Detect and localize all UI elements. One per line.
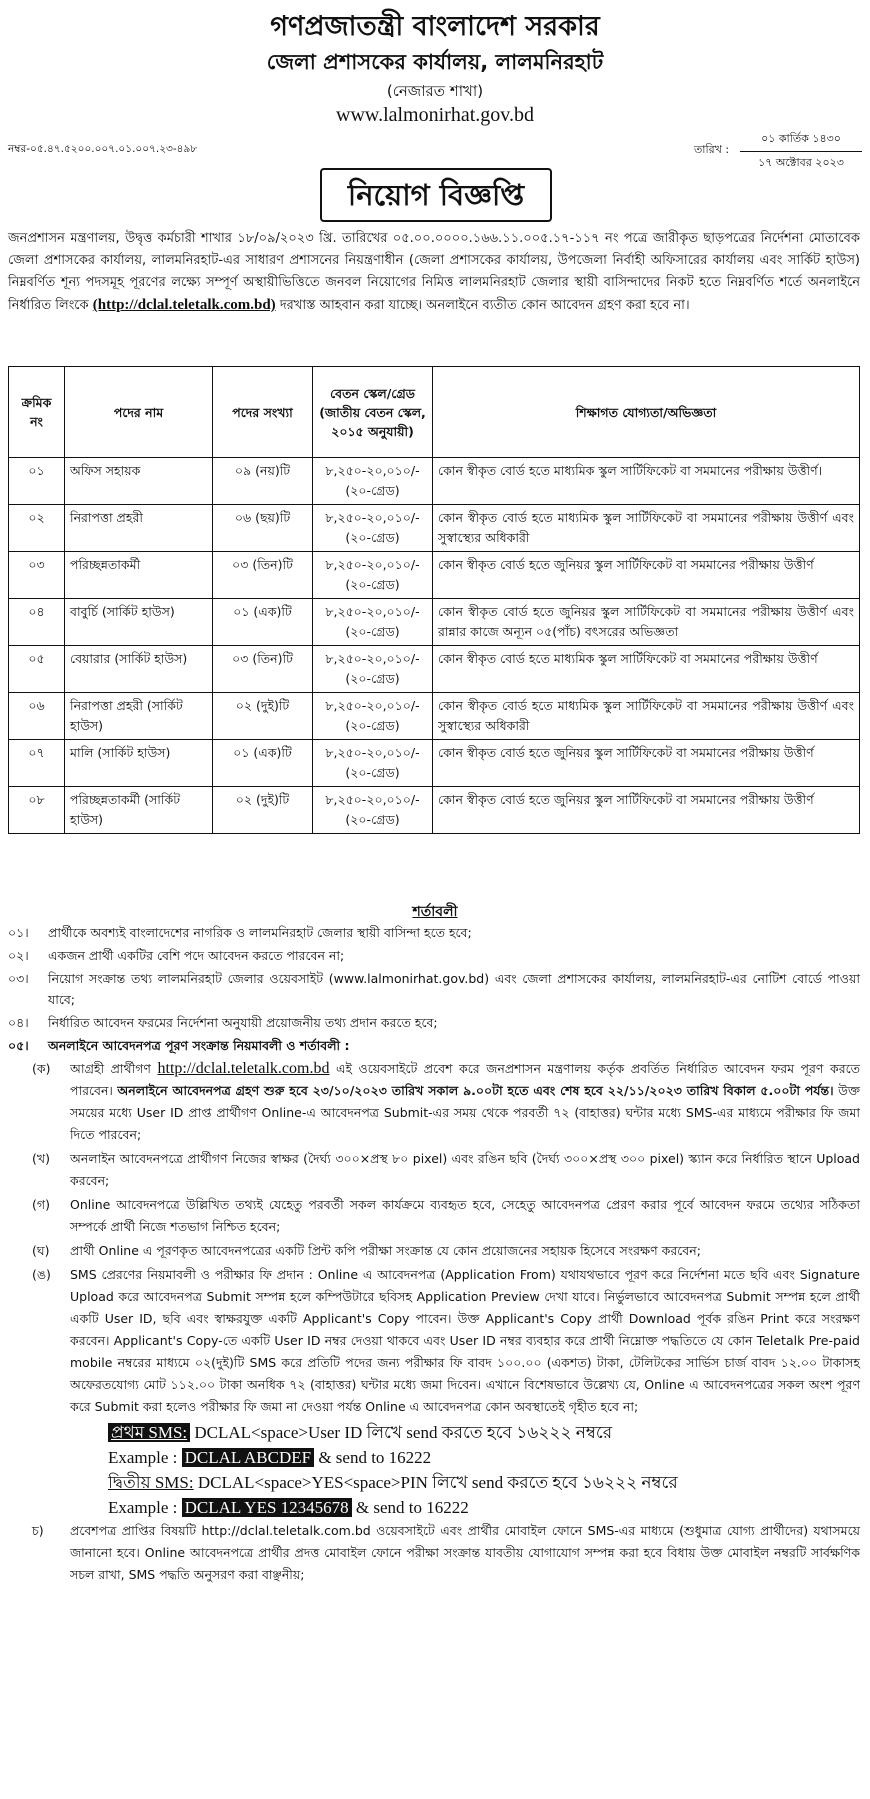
cell-count: ০৩ (তিন)টি: [213, 552, 313, 599]
conditions-list: [8, 922, 860, 1588]
second-example-tail: & send to 16222: [355, 1498, 469, 1517]
cell-post: বাবুর্চি (সার্কিট হাউস): [65, 599, 213, 646]
cell-serial: ০২: [9, 505, 65, 552]
first-example-line: [108, 1445, 860, 1470]
cell-scale: ৮,২৫০-২০,০১০/- (২০-গ্রেড): [313, 787, 433, 834]
item-number: ০৩।: [8, 971, 29, 986]
cell-count: ০১ (এক)টি: [213, 599, 313, 646]
cell-serial: ০৫: [9, 646, 65, 693]
cell-count: ০৬ (ছয়)টি: [213, 505, 313, 552]
cell-post: পরিচ্ছন্নতাকর্মী (সার্কিট হাউস): [65, 787, 213, 834]
cell-scale: ৮,২৫০-২০,০১০/- (২০-গ্রেড): [313, 646, 433, 693]
item-text: নিয়োগ সংক্রান্ত তথ্য লালমনিরহাট জেলার ওয়েবসাইট (www.lalmonirhat.gov.bd) এবং জেলা প্রশাসকের কার্যালয়, লালমনিরহাট-এর নোটিশ বোর্ডে পাওয়া যাবে;: [48, 971, 860, 1007]
sub-text: অনলাইন আবেদনপত্রে প্রার্থীগণ নিজের স্বাক্ষর (দৈর্ঘ্য ৩০০×প্রস্থ ৮০ pixel) এবং রঙিন ছবি (দৈর্ঘ্য ৩০০×প্রস্থ ৩০০ pixel) স্ক্যান করে নির্ধারিত স্থানে Upload করবেন;: [70, 1151, 860, 1188]
sub-item-ga: [8, 1194, 860, 1238]
cell-qualification: কোন স্বীকৃত বোর্ড হতে জুনিয়র স্কুল সার্টিফিকেট বা সমমানের পরীক্ষায় উত্তীর্ণ: [433, 740, 860, 787]
sub-text: প্রবেশপত্র প্রাপ্তির বিষয়টি http://dclal.teletalk.com.bd ওয়েবসাইটে এবং প্রার্থীর মোবাইল ফোনে SMS-এর মাধ্যমে (শুধুমাত্র যোগ্য প্রার্থীদের) যথাসময়ে জানানো হবে। Online আবেদনপত্রে প্রার্থীর প্রদত্ত মোবাইল ফোনে পরীক্ষা সংক্রান্ত যাবতীয় যোগাযোগ সম্পন্ন করা হবে বিধায় উক্ত মোবাইল নম্বরটি সার্বক্ষণিক সচল রাখা, SMS পদ্ধতি অনুসরণ করা বাঞ্ছনীয়;: [70, 1523, 860, 1582]
first-example-code: DCLAL ABCDEF: [182, 1448, 314, 1467]
second-sms-line: [108, 1470, 860, 1495]
table-row: [9, 599, 860, 646]
sub-text: Online আবেদনপত্রে উল্লিখিত তথ্যই যেহেতু পরবর্তী সকল কার্যক্রমে ব্যবহৃত হবে, সেহেতু আবেদনপত্র প্রেরণ করার পূর্বে আবেদন ফরমে তথ্যের সঠিকতা সম্পর্কে প্রার্থী নিজে শতভাগ নিশ্চিত হবেন;: [70, 1197, 860, 1234]
second-example-line: [108, 1495, 860, 1520]
col-qualification: শিক্ষাগত যোগ্যতা/অভিজ্ঞতা: [433, 367, 860, 458]
sub-text: এই ওয়েবসাইটে প্রবেশ করে জনপ্রশাসন মন্ত্রণালয় কর্তৃক প্রবর্তিত নির্ধারিত আবেদন ফরম পূরণ করতে পারবেন।: [70, 1061, 860, 1098]
cell-serial: ০৮: [9, 787, 65, 834]
col-serial: ক্রমিক নং: [9, 367, 65, 458]
cell-count: ০২ (দুই)টি: [213, 693, 313, 740]
date-bangla: ০১ কার্তিক ১৪৩০: [740, 128, 862, 152]
government-name: গণপ্রজাতন্ত্রী বাংলাদেশ সরকার: [270, 11, 600, 42]
sub-item-number: (ঘ): [32, 1243, 50, 1258]
cell-scale: ৮,২৫০-২০,০১০/- (২০-গ্রেড): [313, 458, 433, 505]
sub-item-number: (খ): [32, 1151, 50, 1166]
item-text: একজন প্রার্থী একটির বেশি পদে আবেদন করতে পারবেন না;: [48, 948, 345, 963]
sub-item-number: চ): [32, 1523, 44, 1538]
deadline-text: অনলাইনে আবেদনপত্র গ্রহণ শুরু হবে ২৩/১০/২০২৩ তারিখ সকাল ৯.০০টা হতে এবং শেষ হবে ২২/১১/২০২৩ তারিখ বিকাল ৫.০০টা পর্যন্ত।: [117, 1083, 834, 1098]
first-sms-text: DCLAL<space>User ID লিখে send করতে হবে ১৬২২২ নম্বরে: [194, 1423, 613, 1442]
cell-serial: ০৪: [9, 599, 65, 646]
item-text: অনলাইনে আবেদনপত্র পূরণ সংক্রান্ত নিয়মাবলী ও শর্তাবলী :: [48, 1038, 350, 1053]
table-row: [9, 646, 860, 693]
cell-serial: ০৬: [9, 693, 65, 740]
conditions-title: শর্তাবলী: [412, 904, 458, 920]
table-row: [9, 505, 860, 552]
table-row: [9, 693, 860, 740]
first-example-tail: & send to 16222: [318, 1448, 432, 1467]
list-item: [8, 968, 860, 1010]
table-row: [9, 552, 860, 599]
first-sms-label: প্রথম SMS:: [108, 1423, 190, 1442]
cell-qualification: কোন স্বীকৃত বোর্ড হতে মাধ্যমিক স্কুল সার্টিফিকেট বা সমমানের পরীক্ষায় উত্তীর্ণ: [433, 646, 860, 693]
col-count: পদের সংখ্যা: [213, 367, 313, 458]
cell-qualification: কোন স্বীকৃত বোর্ড হতে জুনিয়র স্কুল সার্টিফিকেট বা সমমানের পরীক্ষায় উত্তীর্ণ: [433, 787, 860, 834]
item-number: ০২।: [8, 948, 29, 963]
table-row: [9, 458, 860, 505]
item-text: নির্ধারিত আবেদন ফরমের নির্দেশনা অনুযায়ী প্রয়োজনীয় তথ্য প্রদান করতে হবে;: [48, 1015, 438, 1030]
sub-item-kha: [8, 1148, 860, 1192]
sub-item-umo: [8, 1264, 860, 1418]
item-number: ০৫।: [8, 1038, 29, 1053]
list-item: [8, 1035, 860, 1056]
sub-item-number: (ঙ): [32, 1267, 51, 1282]
cell-serial: ০১: [9, 458, 65, 505]
example-label: Example :: [108, 1448, 178, 1467]
office-name: জেলা প্রশাসকের কার্যালয়, লালমনিরহাট: [266, 50, 604, 74]
date-english: ১৭ অক্টোবর ২০২৩: [758, 156, 844, 169]
cell-qualification: কোন স্বীকৃত বোর্ড হতে জুনিয়র স্কুল সার্টিফিকেট বা সমমানের পরীক্ষায় উত্তীর্ণ: [433, 552, 860, 599]
cell-count: ০৯ (নয়)টি: [213, 458, 313, 505]
cell-scale: ৮,২৫০-২০,০১০/- (২০-গ্রেড): [313, 740, 433, 787]
second-example-code: DCLAL YES 12345678: [182, 1498, 352, 1517]
cell-post: নিরাপত্তা প্রহরী: [65, 505, 213, 552]
cell-post: বেয়ারার (সার্কিট হাউস): [65, 646, 213, 693]
intro-text: জনপ্রশাসন মন্ত্রণালয়, উদ্বৃত্ত কর্মচারী শাখার ১৮/০৯/২০২৩ খ্রি. তারিখের ০৫.০০.০০০০.১৬৬.১১.০০৫.১৭-১১৭ নং পত্রে জারীকৃত ছাড়পত্রের নির্দেশনা মোতাবেক জেলা প্রশাসকের কার্যালয়, লালমনিরহাট-এর সাধারণ প্রশাসনের নিয়ন্ত্রণাধীন (জেলা প্রশাসকের কার্যালয়, উপজেলা নির্বাহী অফিসারের কার্যালয় এবং সার্কিট হাউস) নিম্নবর্ণিত শূন্য পদসমূহ পূরণের লক্ষ্যে সম্পূর্ণ অস্থায়ীভিত্তিতে জনবল নিয়োগের নিমিত্ত লালমনিরহাট জেলার স্থায়ী বাসিন্দাদের নিকট হতে নিম্নবর্ণিত শর্তে অনলাইনে নির্ধারিত লিংকে: [8, 231, 860, 313]
col-post: পদের নাম: [65, 367, 213, 458]
cell-count: ০৩ (তিন)টি: [213, 646, 313, 693]
cell-scale: ৮,২৫০-২০,০১০/- (২০-গ্রেড): [313, 552, 433, 599]
website-link[interactable]: www.lalmonirhat.gov.bd: [336, 104, 534, 126]
cell-scale: ৮,২৫০-২০,০১০/- (২০-গ্রেড): [313, 693, 433, 740]
posts-table: [8, 366, 860, 834]
item-number: ০১।: [8, 925, 29, 940]
cell-post: মালি (সার্কিট হাউস): [65, 740, 213, 787]
cell-scale: ৮,২৫০-২০,০১০/- (২০-গ্রেড): [313, 599, 433, 646]
sub-text: SMS প্রেরণের নিয়মাবলী ও পরীক্ষার ফি প্রদান : Online এ আবেদনপত্র (Application From) যথাযথভাবে পূরণ করে নির্দেশনা মতে ছবি এবং Signature Upload করে আবেদনপত্র Submit সম্পন্ন হলে কম্পিউটারে ছবিসহ Application Preview দেখা যাবে। নির্ভুলভাবে আবেদনপত্র Submit সম্পন্ন হলে প্রার্থী একটি User ID, ছবি এবং স্বাক্ষরযুক্ত একটি Applicant's Copy পাবেন। উক্ত Applicant's Copy প্রার্থী Download পূর্বক রঙিন Print করে সংরক্ষণ করবেন। Applicant's Copy-তে একটি User ID নম্বর দেওয়া থাকবে এবং User ID নম্বর ব্যবহার করে প্রার্থী নিম্নোক্ত পদ্ধতিতে যে কোন Teletalk Pre-paid mobile নম্বরের মাধ্যমে ০২(দুই)টি SMS করে প্রতিটি পদের জন্য পরীক্ষার ফি বাবদ ১০০.০০ (একশত) টাকা, টেলিটকের সার্ভিস চার্জ বাবদ ১২.০০ টাকাসহ অফেরতযোগ্য মোট ১১২.০০ টাকা অনধিক ৭২ (বাহাত্তর) ঘন্টার মধ্যে জমা দিবেন। এখানে বিশেষভাবে উল্লেখ্য যে, Online এ আবেদনপত্রের সকল অংশ পূরণ করে Submit করা হলেও পরীক্ষার ফি জমা না দেওয়া পর্যন্ত Online এ আবেদনপত্র কোন অবস্থাতেই গৃহীত হবে না;: [70, 1267, 860, 1414]
intro-tail: দরখাস্ত আহবান করা যাচ্ছে। অনলাইনে ব্যতীত কোন আবেদন গ্রহণ করা হবে না।: [279, 298, 690, 313]
table-header-row: [9, 367, 860, 458]
cell-scale: ৮,২৫০-২০,০১০/- (২০-গ্রেড): [313, 505, 433, 552]
cell-qualification: কোন স্বীকৃত বোর্ড হতে মাধ্যমিক স্কুল সার্টিফিকেট বা সমমানের পরীক্ষায় উত্তীর্ণ এবং সুস্বাস্থ্যের অধিকারী: [433, 505, 860, 552]
sub-item-gha: [8, 1240, 860, 1262]
second-sms-text: DCLAL<space>YES<space>PIN লিখে send করতে হবে ১৬২২২ নম্বরে: [197, 1473, 678, 1492]
item-number: ০৪।: [8, 1015, 29, 1030]
sub-item-cha: [8, 1520, 860, 1586]
sub-item-ka: [8, 1058, 860, 1146]
cell-post: পরিচ্ছন্নতাকর্মী: [65, 552, 213, 599]
cell-count: ০২ (দুই)টি: [213, 787, 313, 834]
cell-post: নিরাপত্তা প্রহরী (সার্কিট হাউস): [65, 693, 213, 740]
sub-text: আগ্রহী প্রার্থীগণ: [70, 1061, 151, 1076]
sub-item-number: (গ): [32, 1197, 50, 1212]
notice-title: নিয়োগ বিজ্ঞপ্তি: [320, 168, 552, 222]
item-text: প্রার্থীকে অবশ্যই বাংলাদেশের নাগরিক ও লালমনিরহাট জেলার স্থায়ী বাসিন্দা হতে হবে;: [48, 925, 472, 940]
date-label: তারিখ :: [694, 143, 730, 156]
cell-post: অফিস সহায়ক: [65, 458, 213, 505]
cell-serial: ০৭: [9, 740, 65, 787]
cell-count: ০১ (এক)টি: [213, 740, 313, 787]
teletalk-link[interactable]: http://dclal.teletalk.com.bd: [157, 1060, 330, 1077]
cell-qualification: কোন স্বীকৃত বোর্ড হতে জুনিয়র স্কুল সার্টিফিকেট বা সমমানের পরীক্ষায় উত্তীর্ণ এবং রান্নার কাজে অন্যূন ০৫(পাঁচ) বৎসরের অভিজ্ঞতা: [433, 599, 860, 646]
memo-number: নম্বর-০৫.৪৭.৫২০০.০০৭.০১.০০৭.২৩-৪৯৮: [8, 143, 198, 155]
branch-name: (নেজারত শাখা): [386, 82, 484, 100]
sub-text: প্রার্থী Online এ পূরণকৃত আবেদনপত্রের একটি প্রিন্ট কপি পরীক্ষা সংক্রান্ত যে কোন প্রয়োজনের সহায়ক হিসেবে সংরক্ষণ করবেন;: [70, 1243, 701, 1258]
col-scale: বেতন স্কেল/গ্রেড (জাতীয় বেতন স্কেল, ২০১৫ অনুযায়ী): [313, 367, 433, 458]
intro-paragraph: [8, 228, 860, 317]
second-sms-label: দ্বিতীয় SMS:: [108, 1473, 194, 1492]
first-sms-line: [108, 1420, 860, 1445]
table-row: [9, 740, 860, 787]
sub-text: উক্ত সময়ের মধ্যে User ID প্রাপ্ত প্রার্থীগণ Online-এ আবেদনপত্র Submit-এর সময় থেকে পরবর্তী ৭২ (বাহাত্তর) ঘন্টার মধ্যে SMS-এর মাধ্যমে পরীক্ষার ফি জমা দিতে পারবেন;: [70, 1083, 861, 1142]
list-item: [8, 1012, 860, 1033]
list-item: [8, 922, 860, 943]
table-row: [9, 787, 860, 834]
sub-item-number: (ক): [32, 1061, 51, 1076]
date-box: [740, 128, 862, 175]
cell-serial: ০৩: [9, 552, 65, 599]
cell-qualification: কোন স্বীকৃত বোর্ড হতে মাধ্যমিক স্কুল সার্টিফিকেট বা সমমানের পরীক্ষায় উত্তীর্ণ।: [433, 458, 860, 505]
cell-qualification: কোন স্বীকৃত বোর্ড হতে মাধ্যমিক স্কুল সার্টিফিকেট বা সমমানের পরীক্ষায় উত্তীর্ণ এবং সুস্বাস্থ্যের অধিকারী: [433, 693, 860, 740]
apply-link[interactable]: (http://dclal.teletalk.com.bd): [92, 297, 276, 313]
list-item: [8, 945, 860, 966]
sms-instructions: [8, 1420, 860, 1520]
example-label: Example :: [108, 1498, 178, 1517]
